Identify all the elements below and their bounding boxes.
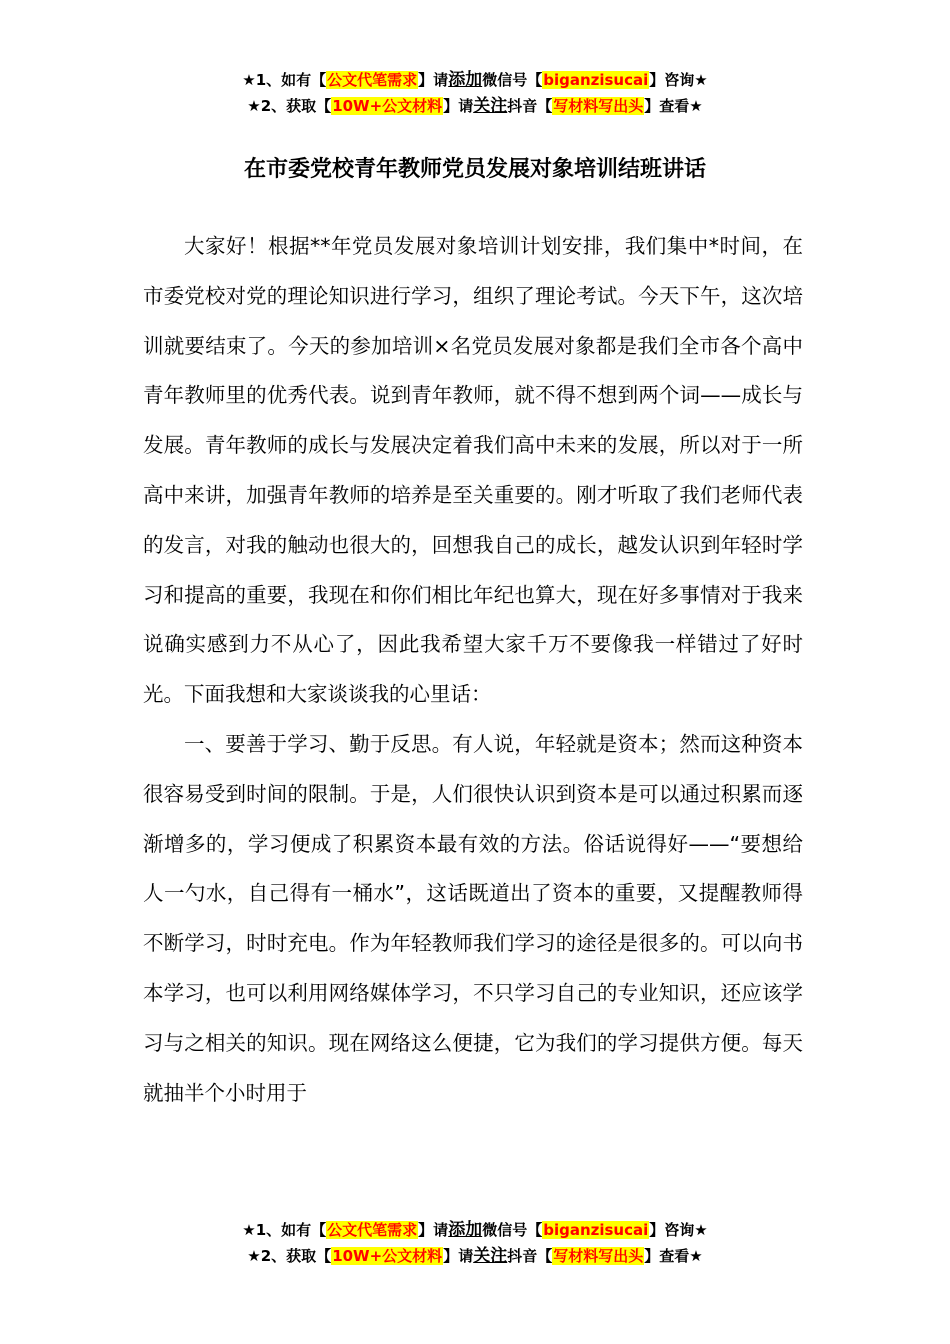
banner-text: 】请 (418, 71, 449, 89)
highlight-service: 公文代笔需求 (327, 1221, 418, 1239)
paragraph-greeting: 大家好！根据**年党员发展对象培训计划安排，我们集中*时间，在市委党校对党的理论知识进行学习，组织了理论考试。今天下午，这次培训就要结束了。今天的参加培训×名党员发展对象都是我们全市各个高中青年教师里的优秀代表。说到青年教师，就不得不想到两个词——成长与发展。青年教师的成长与发展决定着我们高中未来的发展，所以对于一所高中来讲，加强青年教师的培养是至关重要的。刚才听取了我们老师代表的发言，对我的触动也很大的，回想我自己的成长，越发认识到年轻时学习和提高的重要，我现在和你们相比年纪也算大，现在好多事情对于我来说确实感到力不从心了，因此我希望大家千万不要像我一样错过了好时光。下面我想和大家谈谈我的心里话： (143, 234, 803, 707)
emphasis-add: 添加 (448, 1220, 483, 1240)
banner-text: 微信号【 (482, 1221, 543, 1239)
banner-text: 抖音【 (507, 1247, 553, 1265)
banner-text: ★2、获取【 (247, 97, 332, 115)
banner-text: ★1、如有【 (242, 71, 327, 89)
banner-text: 】查看★ (644, 1247, 703, 1265)
banner-text: 】咨询★ (649, 71, 708, 89)
footer-banner (0, 1217, 950, 1269)
emphasis-follow: 关注 (473, 1246, 508, 1266)
paragraph-point-one: 一、要善于学习、勤于反思。有人说，年轻就是资本；然而这种资本很容易受到时间的限制。于是，人们很快认识到资本是可以通过积累而逐渐增多的，学习便成了积累资本最有效的方法。俗话说得好——“要想给人一勺水，自己得有一桶水”，这话既道出了资本的重要，又提醒教师得不断学习，时时充电。作为年轻教师我们学习的途径是很多的。可以向书本学习，也可以利用网络媒体学习，不只学习自己的专业知识，还应该学习与之相关的知识。现在网络这么便捷，它为我们的学习提供方便。每天就抽半个小时用于 (143, 731, 803, 1105)
banner-text: 】查看★ (644, 97, 703, 115)
banner-text: 】请 (443, 97, 474, 115)
banner-text: ★1、如有【 (242, 1221, 327, 1239)
emphasis-add: 添加 (448, 70, 483, 90)
header-banner (0, 67, 950, 119)
banner-text: ★2、获取【 (247, 1247, 332, 1265)
banner-line-2 (0, 93, 950, 119)
document-body (143, 222, 803, 1118)
highlight-service: 公文代笔需求 (327, 71, 418, 89)
banner-text: 微信号【 (482, 71, 543, 89)
highlight-douyin-id: 写材料写出头 (553, 1247, 644, 1265)
emphasis-follow: 关注 (473, 96, 508, 116)
banner-line-1 (0, 1217, 950, 1243)
banner-line-1 (0, 67, 950, 93)
banner-text: 】请 (418, 1221, 449, 1239)
banner-text: 】请 (443, 1247, 474, 1265)
highlight-wechat-id: biganzisucai (543, 71, 649, 89)
highlight-wechat-id: biganzisucai (543, 1221, 649, 1239)
banner-text: 抖音【 (507, 97, 553, 115)
document-title: 在市委党校青年教师党员发展对象培训结班讲话 (243, 157, 706, 182)
banner-text: 】咨询★ (649, 1221, 708, 1239)
highlight-douyin-id: 写材料写出头 (553, 97, 644, 115)
highlight-materials: 10W+公文材料 (332, 97, 443, 115)
banner-line-2 (0, 1243, 950, 1269)
highlight-materials: 10W+公文材料 (332, 1247, 443, 1265)
